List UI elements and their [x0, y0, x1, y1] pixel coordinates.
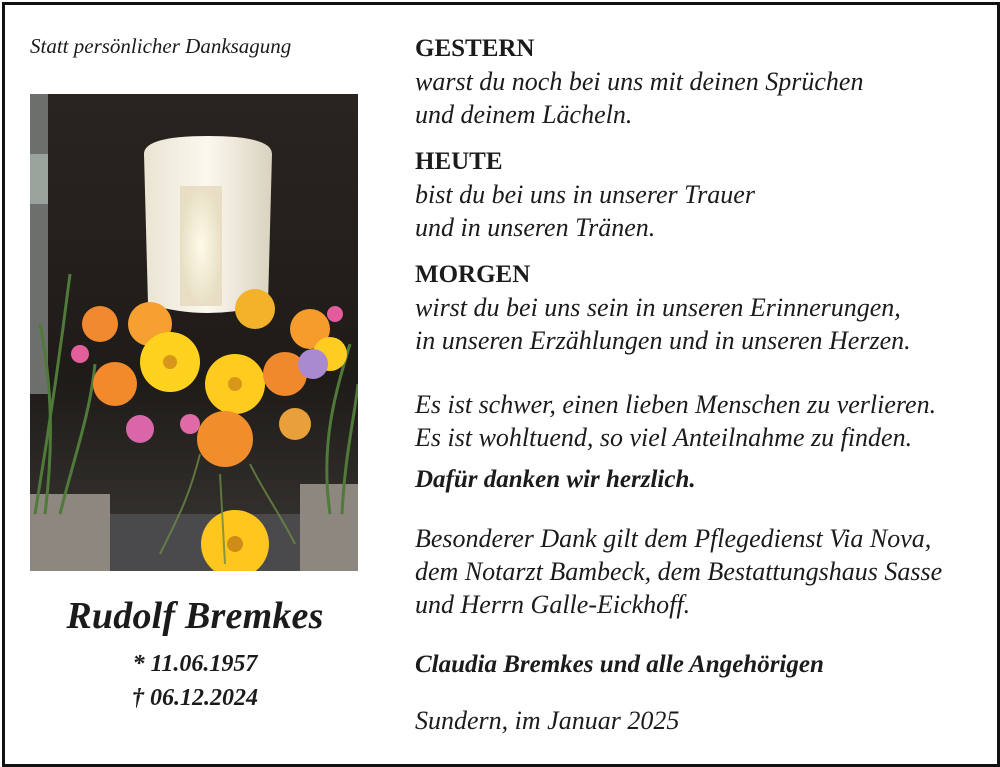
- stanza-line: und in unseren Tränen.: [415, 213, 656, 242]
- thanks-line: Dafür danken wir herzlich.: [415, 466, 696, 493]
- stanza-heading: HEUTE: [415, 148, 503, 175]
- stanza-heading: GESTERN: [415, 35, 535, 62]
- special-thanks: [415, 522, 990, 621]
- stanza-line: bist du bei uns in unserer Trauer: [415, 180, 755, 209]
- stanza-line: und deinem Lächeln.: [415, 100, 633, 129]
- stanza-line: wirst du bei uns sein in unseren Erinnerungen,: [415, 293, 901, 322]
- special-thanks-line: und Herrn Galle-Eickhoff.: [415, 590, 691, 619]
- stanza-heading: MORGEN: [415, 261, 531, 288]
- death-date: † 06.12.2024: [132, 685, 258, 711]
- special-thanks-line: dem Notarzt Bambeck, dem Bestattungshaus Sasse: [415, 557, 943, 586]
- intro-text: Statt persönlicher Danksagung: [30, 34, 292, 58]
- birth-date: * 11.06.1957: [132, 651, 258, 677]
- urn-photo: [30, 94, 358, 571]
- special-thanks-line: Besonderer Dank gilt dem Pflegedienst Via Nova,: [415, 524, 932, 553]
- message-line: Es ist wohltuend, so viel Anteilnahme zu finden.: [415, 423, 913, 452]
- message-line: Es ist schwer, einen lieben Menschen zu verlieren.: [415, 390, 937, 419]
- family-signature: Claudia Bremkes und alle Angehörigen: [415, 651, 824, 678]
- condolence-message: [415, 388, 990, 454]
- poem-stanza-morgen: [415, 258, 985, 357]
- poem-stanza-gestern: [415, 32, 985, 131]
- deceased-name: Rudolf Bremkes: [66, 595, 324, 637]
- poem-stanza-heute: [415, 145, 985, 244]
- stanza-line: warst du noch bei uns mit deinen Sprüchen: [415, 67, 864, 96]
- stanza-line: in unseren Erzählungen und in unseren Herzen.: [415, 326, 911, 355]
- place-date: Sundern, im Januar 2025: [415, 706, 680, 735]
